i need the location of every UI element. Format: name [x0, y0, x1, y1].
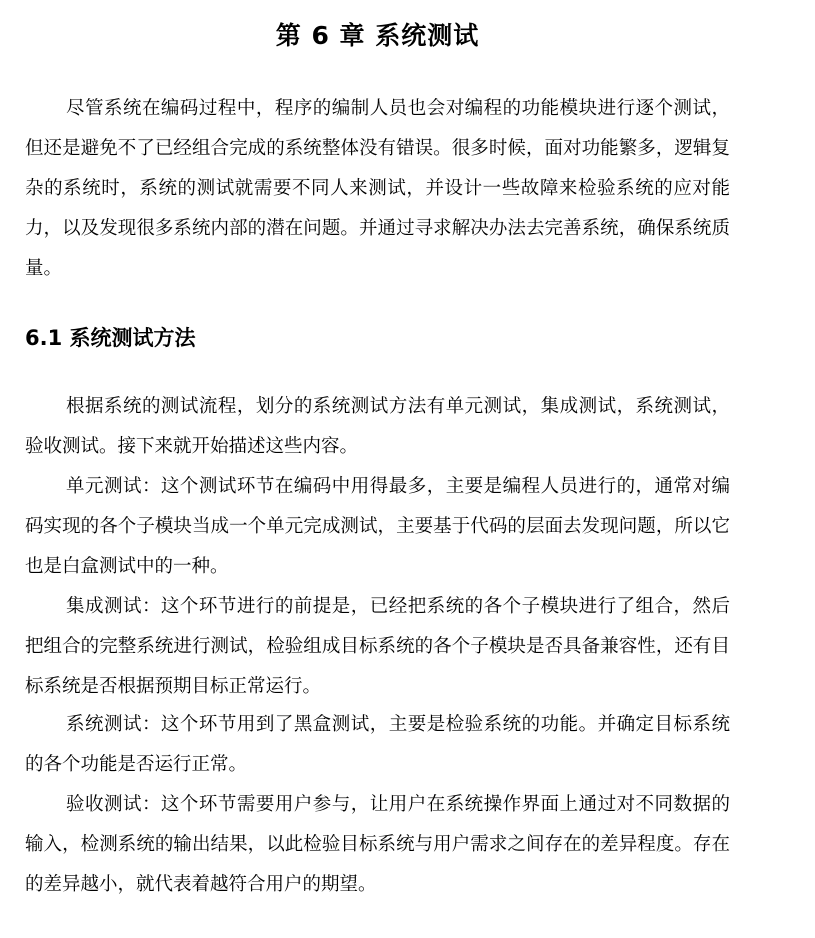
- section-paragraph-unit-testing: 单元测试：这个测试环节在编码中用得最多，主要是编程人员进行的，通常对编码实现的各个子模块当成一个单元完成测试，主要基于代码的层面去发现问题，所以它也是白盒测试中的一种。: [25, 476, 730, 577]
- section-paragraph-overview: 根据系统的测试流程，划分的系统测试方法有单元测试，集成测试，系统测试，验收测试。接下来就开始描述这些内容。: [25, 396, 730, 457]
- section-paragraph-system-testing: 系统测试：这个环节用到了黑盒测试，主要是检验系统的功能。并确定目标系统的各个功能是否运行正常。: [25, 714, 730, 775]
- chapter-title: 第 6 章 系统测试: [275, 21, 480, 50]
- intro-paragraph: 尽管系统在编码过程中，程序的编制人员也会对编程的功能模块进行逐个测试，但还是避免不了已经组合完成的系统整体没有错误。很多时候，面对功能繁多，逻辑复杂的系统时，系统的测试就需要不同人来测试，并设计一些故障来检验系统的应对能力，以及发现很多系统内部的潜在问题。并通过寻求解决办法去完善系统，确保系统质量。: [25, 98, 730, 279]
- section-paragraph-integration-testing: 集成测试：这个环节进行的前提是，已经把系统的各个子模块进行了组合，然后把组合的完整系统进行测试，检验组成目标系统的各个子模块是否具备兼容性，还有目标系统是否根据预期目标正常运行。: [25, 596, 730, 697]
- section-paragraph-acceptance-testing: 验收测试：这个环节需要用户参与，让用户在系统操作界面上通过对不同数据的输入，检测系统的输出结果，以此检验目标系统与用户需求之间存在的差异程度。存在的差异越小，就代表着越符合用户的期望。: [25, 794, 730, 895]
- section-heading: 6.1 系统测试方法: [25, 326, 196, 350]
